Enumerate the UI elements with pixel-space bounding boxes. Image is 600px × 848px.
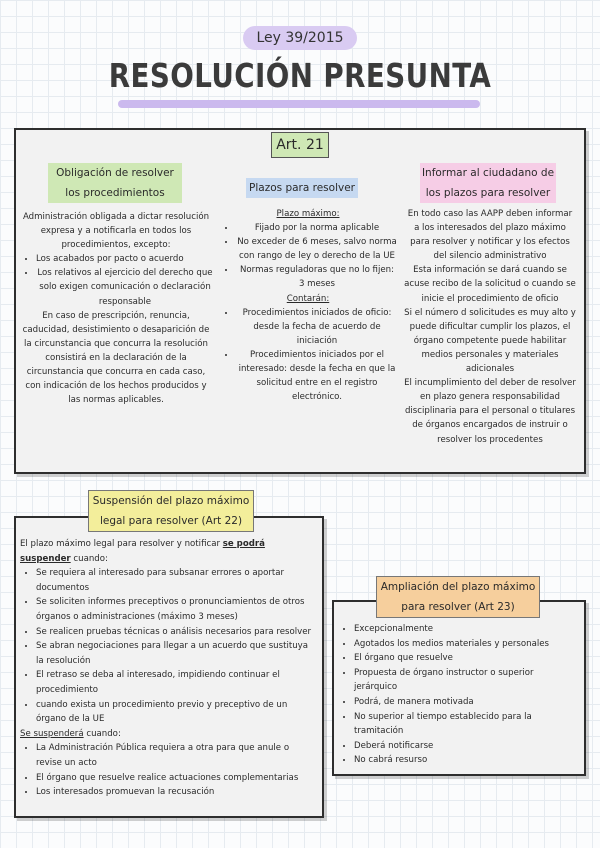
list-item: • Se soliciten informes preceptivos o pronunciamientos de otros órganos o administraciones (máximo 3 meses) [36, 595, 314, 624]
col3-p4: El incumplimiento del deber de resolver en plazo genera responsabilidad disciplinaria para el personal o titulares de órganos encargados de instruir o resolver los procedentes [404, 378, 576, 445]
art23-list [338, 622, 574, 768]
list-item: • Fijado por la norma aplicable [236, 221, 398, 235]
col1-body [18, 210, 214, 407]
col3-p3: Si el número d solicitudes es muy alto y puede dificultar cumplir los plazos, el órgano competente puede habilitar medios personales y materiales adicionales [404, 307, 576, 375]
col3-body [404, 207, 576, 447]
law-badge: Ley 39/2015 [243, 26, 357, 50]
list-item: • Se realicen pruebas técnicas o análisis necesarios para resolver [36, 625, 314, 640]
list-item: • El retraso se deba al interesado, impidiendo continuar el procedimiento [36, 668, 314, 697]
col2-title: Plazos para resolver [246, 178, 358, 198]
art22-list2 [20, 741, 314, 799]
art22-list1 [20, 566, 314, 727]
list-item: • Normas reguladoras que no lo fijen: 3 meses [236, 263, 398, 291]
col1-outro: En caso de prescripción, renuncia, caducidad, desistimiento o desaparición de la circunstancia que concurra la resolución consistirá en la declaración de la circunstancia que concurra en cada caso, con indicación de los hechos producidos y las normas aplicables. [22, 310, 210, 406]
art22-sub2: Se suspenderá cuando: [20, 728, 121, 739]
page-title: RESOLUCIÓN PRESUNTA [108, 56, 492, 95]
col1-title: Obligación de resolver los procedimientos [48, 163, 182, 203]
col2-sub2: Contarán: [286, 293, 330, 304]
col1-list [18, 252, 214, 308]
title-highlight [118, 100, 480, 108]
art21-badge: Art. 21 [271, 132, 329, 158]
list-item: • No cabrá resurso [354, 753, 574, 768]
col1-intro: Administración obligada a dictar resolución expresa y a notificarla en todos los procedimientos, excepto: [22, 212, 210, 251]
list-item: • Podrá, de manera motivada [354, 695, 574, 710]
art22-body [20, 537, 314, 800]
col2-list2 [218, 306, 398, 405]
art23-body [338, 622, 574, 768]
list-item: • La Administración Pública requiera a otra para que anule o revise un acto [36, 741, 314, 770]
list-item: • No superior al tiempo establecido para la tramitación [354, 710, 574, 739]
art22-title: Suspensión del plazo máximo legal para resolver (Art 22) [88, 490, 254, 532]
list-item: • El órgano que resuelve realice actuaciones complementarias [36, 771, 314, 786]
list-item: • Propuesta de órgano instructor o superior jerárquico [354, 666, 574, 695]
list-item: • Los relativos al ejercicio del derecho que solo exigen comunicación o declaración responsable [36, 266, 214, 308]
col2-list1 [218, 221, 398, 291]
list-item: • Agotados los medios materiales y personales [354, 637, 574, 652]
col2-sub1: Plazo máximo: [276, 209, 340, 219]
list-item: • Los acabados por pacto o acuerdo [36, 252, 214, 266]
list-item: • Los interesados promuevan la recusación [36, 785, 314, 800]
list-item: • Deberá notificarse [354, 739, 574, 754]
list-item: • El órgano que resuelve [354, 651, 574, 666]
list-item: • Excepcionalmente [354, 622, 574, 637]
art22-intro: El plazo máximo legal para resolver y notificar se podrá suspender cuando: [20, 539, 265, 564]
col3-p1: En todo caso las AAPP deben informar a los interesados del plazo máximo para resolver y notificar y los efectos del silencio administrativo [407, 209, 573, 262]
col2-body [218, 207, 398, 404]
list-item: • cuando exista un procedimiento previo y preceptivo de un órgano de la UE [36, 698, 314, 727]
list-item: • No exceder de 6 meses, salvo norma con rango de ley o derecho de la UE [236, 235, 398, 263]
list-item: • Se abran negociaciones para llegar a un acuerdo que sustituya la resolución [36, 639, 314, 668]
col3-title: Informar al ciudadano de los plazos para resolver [420, 163, 556, 203]
col3-p2: Esta información se dará cuando se acuse recibo de la solicitud o cuando se inicie el procedimiento de oficio [404, 265, 576, 304]
art23-title: Ampliación del plazo máximo para resolver (Art 23) [376, 576, 540, 618]
list-item: • Procedimientos iniciados de oficio: desde la fecha de acuerdo de iniciación [236, 306, 398, 348]
list-item: • Procedimientos iniciados por el interesado: desde la fecha en que la solicitud entre en el registro electrónico. [236, 348, 398, 404]
list-item: • Se requiera al interesado para subsanar errores o aportar documentos [36, 566, 314, 595]
